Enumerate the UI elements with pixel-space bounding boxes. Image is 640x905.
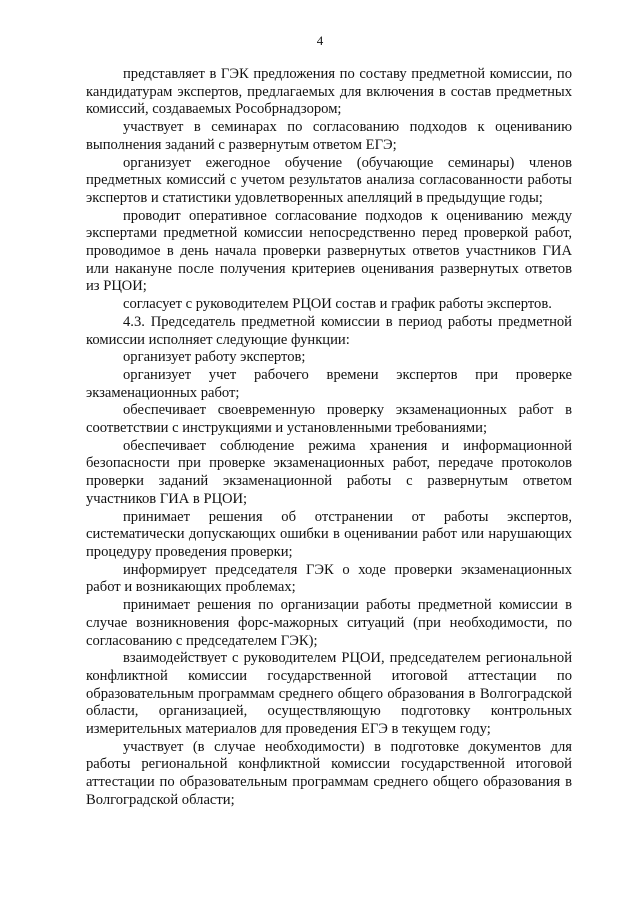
paragraph: представляет в ГЭК предложения по составу предметной комиссии, по кандидатурам экспертов, предлагаемых для включения в состав предметных комиссий, создаваемых Рособрнадзором; [86, 66, 572, 118]
paragraph: согласует с руководителем РЦОИ состав и график работы экспертов. [123, 296, 552, 313]
paragraph: организует учет рабочего времени экспертов при проверке экзаменационных работ; [86, 366, 572, 401]
paragraph: проводит оперативное согласование подходов к оцениванию между экспертами предметной комиссии непосредственно перед проверкой работ, проводимое в день начала проверки развернутых ответов участников ГИА или накануне после получения критериев оценивания развернутых ответов из РЦОИ; [86, 207, 572, 295]
paragraph: принимает решения об отстранении от работы экспертов, систематически допускающих ошибки в оценивании работ или нарушающих процедуру проведения проверки; [86, 508, 572, 560]
section-heading-4-3: 4.3. Председатель предметной комиссии в период работы предметной комиссии исполняет следующие функции: [86, 313, 572, 348]
paragraph: обеспечивает соблюдение режима хранения и информационной безопасности при проверке экзаменационных работ, передаче протоколов проверки заданий экзаменационной работы с развернутым ответом участников ГИА в РЦОИ; [86, 437, 572, 507]
paragraph: участвует (в случае необходимости) в подготовке документов для работы региональной конфликтной комиссии государственной итоговой аттестации по образовательным программам среднего общего образования в Волгоградской области; [86, 738, 572, 808]
paragraph: участвует в семинарах по согласованию подходов к оцениванию выполнения заданий с развернутым ответом ЕГЭ; [86, 119, 572, 153]
paragraph: обеспечивает своевременную проверку экзаменационных работ в соответствии с инструкциями и установленными требованиями; [86, 402, 572, 437]
page-number: 4 [316, 33, 324, 48]
paragraph: информирует председателя ГЭК о ходе проверки экзаменационных работ и возникающих проблемах; [86, 561, 572, 596]
paragraph: организует ежегодное обучение (обучающие семинары) членов предметных комиссий с учетом результатов анализа согласованности работы экспертов и статистики удовлетворенных апелляций в предыдущие годы; [86, 154, 572, 206]
paragraph: взаимодействует с руководителем РЦОИ, председателем региональной конфликтной комиссии государственной итоговой аттестации по образовательным программам среднего общего образования в Волгоградской области, организацией, осуществляющую подготовку контрольных измерительных материалов для проведения ЕГЭ в текущем году; [86, 650, 572, 738]
document-body [86, 66, 572, 810]
paragraph: принимает решения по организации работы предметной комиссии в случае возникновения форс-мажорных ситуаций (при необходимости, по согласованию с председателем ГЭК); [86, 597, 572, 649]
paragraph: организует работу экспертов; [123, 349, 306, 366]
